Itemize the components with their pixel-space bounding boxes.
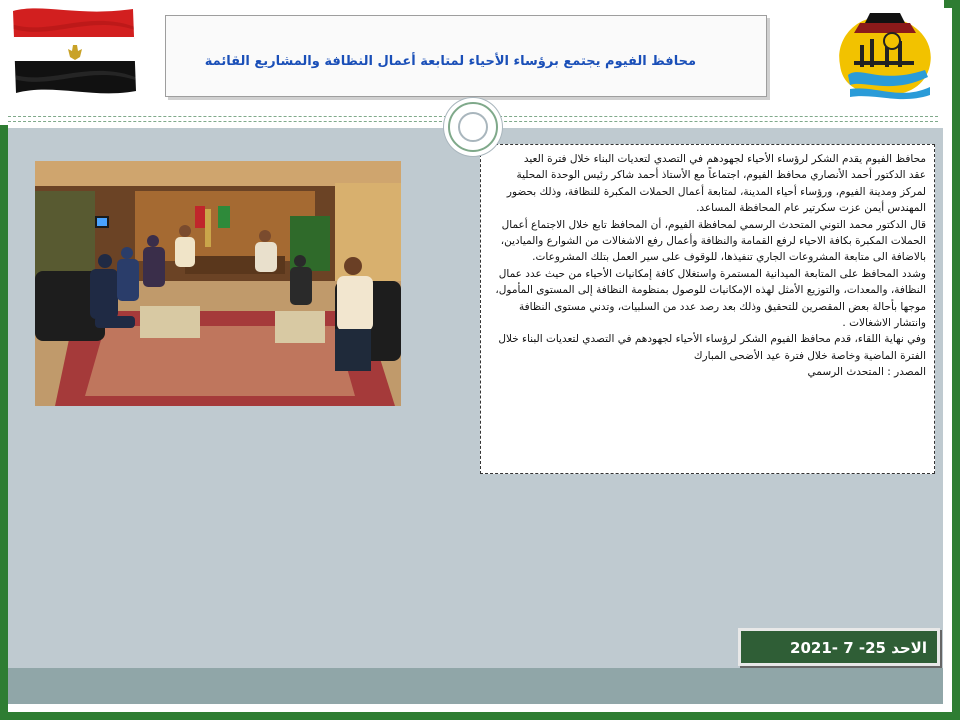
article-box bbox=[480, 144, 935, 474]
fayoum-governorate-logo bbox=[830, 5, 940, 100]
article-paragraph: محافظ الفيوم يقدم الشكر لرؤساء الأحياء لجهودهم في التصدي لتعديات البناء خلال فترة العيد bbox=[523, 153, 926, 165]
page-title: محافظ الفيوم يجتمع برؤساء الأحياء لمتابعة أعمال النظافة والمشاريع القائمة bbox=[204, 54, 696, 69]
egypt-flag-icon bbox=[8, 3, 138, 98]
content-area bbox=[8, 128, 943, 668]
decorative-circle bbox=[448, 102, 498, 152]
article-paragraph: عقد الدكتور أحمد الأنصاري محافظ الفيوم، اجتماعاً مع الأستاذ أحمد شاكر رئيس الوحدة المحلية لمركز ومدينة الفيوم، ورؤساء أحياء المدينة، لمتابعة أعمال الحملات المكبرة للنظافة، وذلك بحضور المهندس أيمن عزت سكرتير عام المحافظة المساعد. bbox=[506, 169, 926, 215]
decorative-circle-inner bbox=[458, 112, 488, 142]
article-source: المصدر : المتحدث الرسمي bbox=[807, 366, 926, 379]
date-box bbox=[738, 628, 940, 666]
article-paragraph: وشدد المحافظ على المتابعة الميدانية المستمرة واستغلال كافة إمكانيات الأحياء من حيث عدد عمال النظافة، والمعدات، والتوزيع الأمثل لهذه الإمكانيات للوصول بمنظومة النظافة إلى المستوى المأمول، موجها بأحالة بعض المقصرين للتحقيق وذلك بعد رصد عدد من السلبيات، وتدني مستوى النظافة وانتشار الاشغالات . bbox=[495, 267, 926, 330]
meeting-photo bbox=[35, 161, 401, 406]
article-paragraph: قال الدكتور محمد التوني المتحدث الرسمي لمحافظة الفيوم، أن المحافظ تابع خلال الاجتماع أعمال الحملات المكبرة بكافة الاحياء لرفع القمامة والنظافة وأعمال رفع الاشغالات من الشوارع والميادين، بالاضافة الى متابعة المشروعات الجاري تنفيذها، للوقوف على سير العمل بتلك المشروعات. bbox=[500, 218, 926, 264]
footer-band bbox=[8, 668, 943, 704]
article-paragraph: وفي نهاية اللقاء، قدم محافظ الفيوم الشكر لرؤساء الأحياء لجهودهم في التصدي لتعديات البناء خلال الفترة الماضية وخاصة خلال فترة عيد الأضحى المبارك bbox=[498, 333, 926, 362]
date-text: الاحد 25- 7 -2021 bbox=[790, 639, 927, 657]
article-text bbox=[489, 151, 926, 381]
title-box bbox=[165, 15, 767, 97]
